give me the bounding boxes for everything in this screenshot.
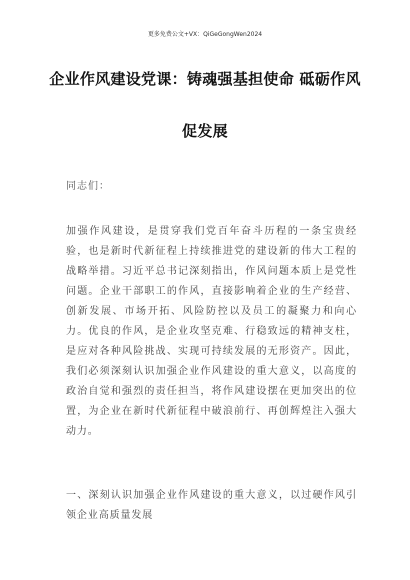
section-heading-1: 一、深刻认识加强企业作风建设的重大意义，以过硬作风引领企业高质量发展	[66, 490, 357, 521]
body-text	[66, 222, 357, 442]
salutation: 同志们：	[66, 181, 110, 192]
document-title-line-1: 企业作风建设党课：铸魂强基担使命 砥砺作风	[49, 70, 361, 88]
header-note: 更多免费公文+VX：QiGeGongWen2024	[147, 31, 263, 38]
document-title-line-2: 促发展	[182, 122, 228, 140]
paragraph-1: 加强作风建设，是贯穿我们党百年奋斗历程的一条宝贵经验，也是新时代新征程上持续推进党的建设新的伟大工程的战略举措。习近平总书记深刻指出，作风问题本质上是党性问题。企业干部职工的作风，直接影响着企业的生产经营、创新发展、市场开拓、风险防控以及员工的凝聚力和向心力。优良的作风，是企业攻坚克难、行稳致远的精神支柱，是应对各种风险挑战、实现可持续发展的无形资产。因此，我们必须深刻认识加强企业作风建设的重大意义，以高度的政治自觉和强烈的责任担当，将作风建设摆在更加突出的位置，为企业在新时代新征程中破浪前行、再创辉煌注入强大动力。	[66, 226, 357, 437]
